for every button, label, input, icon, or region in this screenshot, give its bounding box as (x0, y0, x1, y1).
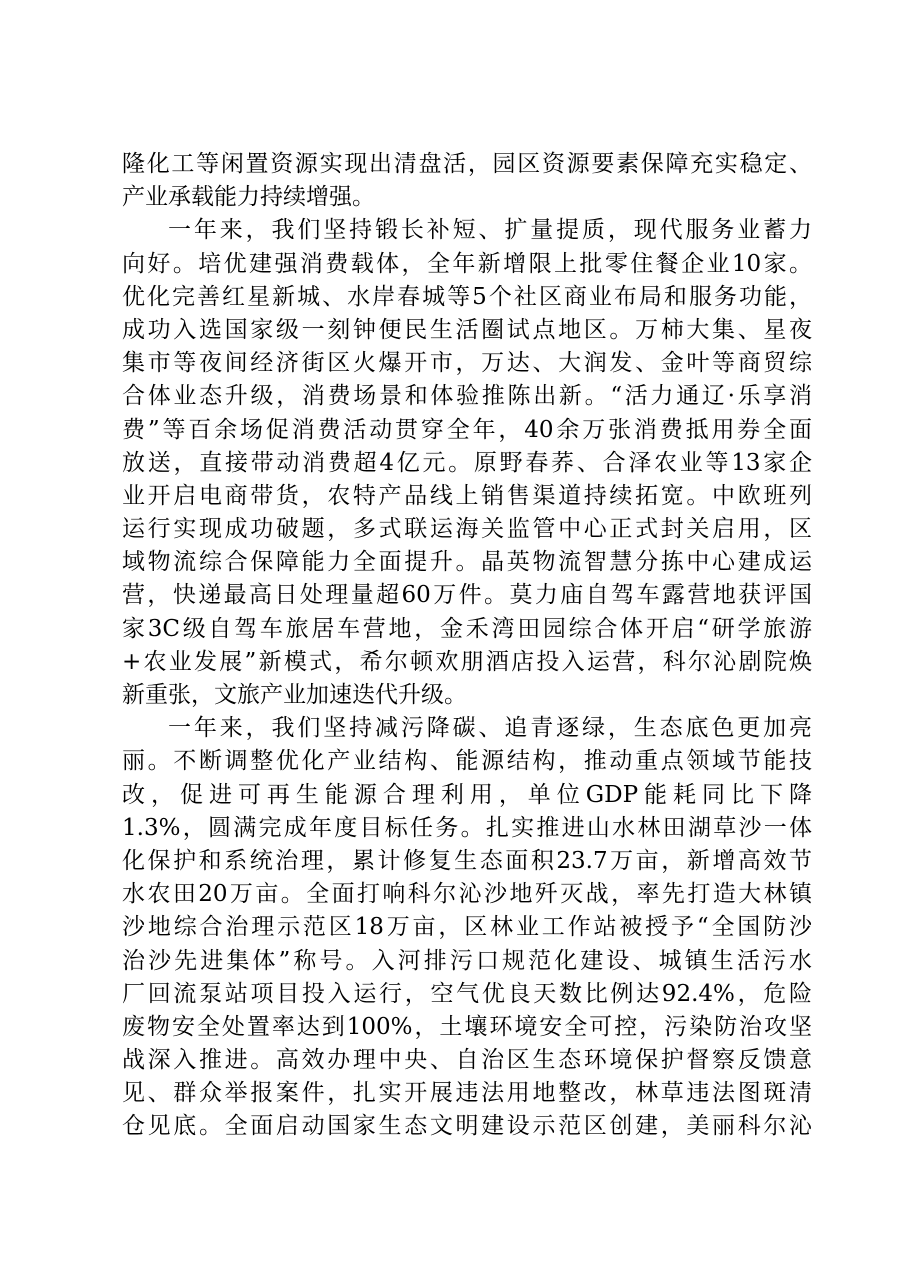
text-line: 业开启电商带货，农特产品线上销售渠道持续拓宽。中欧班列 (122, 482, 812, 509)
paragraph (122, 712, 812, 1143)
text-line: +农业发展”新模式，希尔顿欢朋酒店投入运营，科尔沁剧院焕 (122, 648, 812, 675)
text-line: 放送，直接带动消费超4亿元。原野春荞、合泽农业等13家企 (122, 449, 812, 476)
text-line: 沙地综合治理示范区18万亩，区林业工作站被授予“全国防沙 (122, 914, 812, 941)
text-line: 隆化工等闲置资源实现出清盘活，园区资源要素保障充实稳定、 (122, 151, 812, 177)
paragraph (122, 148, 812, 214)
text-line: 一年来，我们坚持锻长补短、扩量提质，现代服务业蓄力 (168, 217, 812, 244)
paragraph (122, 214, 812, 712)
text-line: 新重张，文旅产业加速迭代升级。 (122, 682, 467, 708)
text-line: 一年来，我们坚持减污降碳、追青逐绿，生态底色更加亮 (168, 715, 812, 742)
text-line: 仓见底。全面启动国家生态文明建设示范区创建，美丽科尔沁 (122, 1113, 812, 1140)
text-line: 丽。不断调整优化产业结构、能源结构，推动重点领域节能技 (122, 748, 812, 775)
text-line: 改，促进可再生能源合理利用，单位GDP能耗同比下降 (122, 781, 812, 808)
text-line: 水农田20万亩。全面打响科尔沁沙地歼灭战，率先打造大林镇 (122, 881, 812, 908)
text-line: 产业承载能力持续增强。 (122, 184, 375, 211)
text-line: 成功入选国家级一刻钟便民生活圈试点地区。万柿大集、星夜 (122, 316, 812, 343)
text-line: 战深入推进。高效办理中央、自治区生态环境保护督察反馈意 (122, 1047, 812, 1074)
text-line: 域物流综合保障能力全面提升。晶英物流智慧分拣中心建成运 (122, 549, 812, 576)
text-line: 集市等夜间经济街区火爆开市，万达、大润发、金叶等商贸综 (122, 350, 812, 377)
text-line: 家3C级自驾车旅居车营地，金禾湾田园综合体开启“研学旅游 (122, 615, 812, 642)
text-line: 优化完善红星新城、水岸春城等5个社区商业布局和服务功能， (122, 283, 812, 310)
document-body (122, 148, 812, 1144)
text-line: 治沙先进集体”称号。入河排污口规范化建设、城镇生活污水 (122, 947, 812, 974)
text-line: 化保护和系统治理，累计修复生态面积23.7万亩，新增高效节 (122, 847, 812, 874)
text-line: 合体业态升级，消费场景和体验推陈出新。“活力通辽·乐享消 (122, 383, 812, 410)
text-line: 见、群众举报案件，扎实开展违法用地整改，林草违法图斑清 (122, 1080, 812, 1107)
text-line: 费”等百余场促消费活动贯穿全年，40余万张消费抵用券全面 (122, 416, 812, 443)
text-line: 废物安全处置率达到100%，土壤环境安全可控，污染防治攻坚 (122, 1013, 812, 1040)
text-line: 厂回流泵站项目投入运行，空气优良天数比例达92.4%，危险 (122, 980, 812, 1007)
text-line: 运行实现成功破题，多式联运海关监管中心正式封关启用，区 (122, 516, 812, 543)
text-line: 向好。培优建强消费载体，全年新增限上批零住餐企业10家。 (122, 250, 812, 277)
text-line: 营，快递最高日处理量超60万件。莫力庙自驾车露营地获评国 (122, 582, 812, 609)
text-line: 1.3%，圆满完成年度目标任务。扎实推进山水林田湖草沙一体 (122, 814, 812, 841)
